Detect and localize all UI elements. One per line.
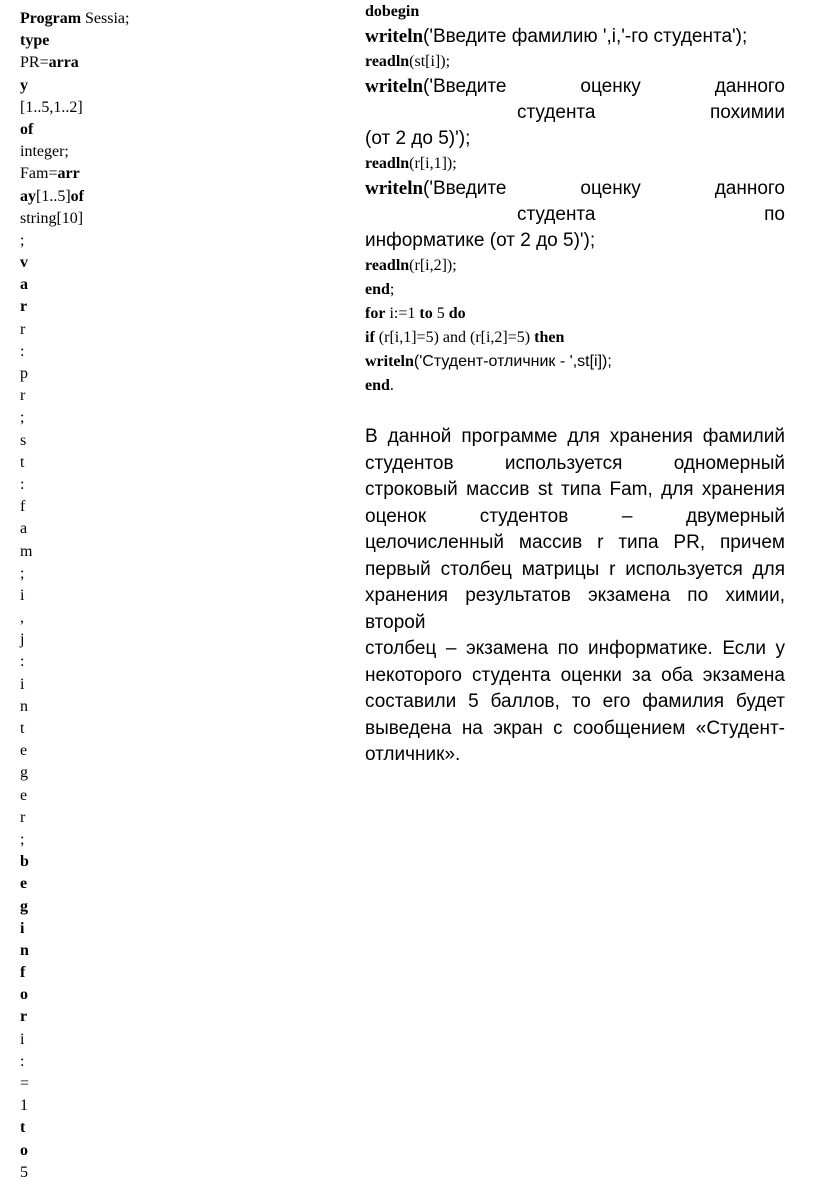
code-token: ; [20, 409, 25, 427]
code-token: string[10] [20, 209, 84, 227]
code-line-for: for i:=1 to 5 do [365, 305, 466, 322]
code-line-writeln-surname: writeln('Введите фамилию ',i,'-го студента'); [365, 26, 748, 47]
code-token: t [20, 1119, 26, 1137]
code-token: 5 [20, 1163, 28, 1181]
left-code-line [20, 52, 130, 74]
left-code-line [20, 984, 130, 1006]
code-token: : [20, 653, 25, 671]
code-line-writeln-chem-1: writeln('Введите оценку данного [365, 76, 785, 97]
code-token: t [20, 453, 25, 471]
left-code-line [20, 119, 130, 141]
left-code-line [20, 896, 130, 918]
left-code-line [20, 1051, 130, 1073]
left-code-line [20, 274, 130, 296]
code-line-if: if (r[i,1]=5) and (r[i,2]=5) then [365, 329, 565, 346]
left-code-line [20, 518, 130, 540]
left-code-line [20, 740, 130, 762]
left-code-line [20, 1140, 130, 1162]
code-token: : [20, 342, 25, 360]
left-code-line [20, 97, 130, 119]
left-code-line [20, 541, 130, 563]
left-code-line [20, 252, 130, 274]
left-code-line [20, 1117, 130, 1139]
code-token: [1..5] [36, 187, 71, 205]
code-line-writeln-inf-1: writeln('Введите оценку данного [365, 178, 785, 199]
code-line-writeln-result: writeln('Студент-отличник - ',st[i]); [365, 353, 612, 370]
code-token: r [20, 387, 26, 405]
code-token: g [20, 897, 28, 915]
code-token: of [70, 187, 84, 205]
code-token: of [20, 120, 34, 138]
paragraph-line: первый столбец матрицы r используется для [365, 558, 785, 580]
code-line-writeln-chem-3: (от 2 до 5)'); [365, 128, 471, 149]
code-token: p [20, 365, 28, 382]
left-code-line [20, 1095, 130, 1117]
left-code-line [20, 75, 130, 97]
left-code-column [20, 8, 130, 1184]
left-code-line [20, 785, 130, 807]
left-code-line [20, 829, 130, 851]
left-code-line [20, 496, 130, 518]
left-code-line [20, 474, 130, 496]
left-code-line [20, 230, 130, 252]
left-code-line [20, 918, 130, 940]
paragraph-line: строковый массив st типа Fam, для хранения [365, 479, 785, 500]
code-token: Sessia; [81, 10, 130, 27]
paragraph-line: целочисленный массив r типа PR, причем [365, 532, 785, 553]
code-token: ; [20, 564, 25, 582]
left-code-line [20, 341, 130, 363]
left-code-line [20, 563, 130, 585]
code-token: type [20, 32, 50, 50]
left-code-line [20, 718, 130, 740]
code-token: arra [48, 54, 79, 72]
left-code-line [20, 651, 130, 673]
left-code-line [20, 363, 130, 385]
code-token: i [20, 919, 25, 937]
code-line-end: end; [365, 281, 395, 298]
code-token: e [20, 742, 28, 760]
code-token: Program [20, 10, 82, 27]
code-token: [1..5,1..2] [20, 98, 83, 116]
code-token: i [20, 675, 25, 693]
left-code-line [20, 430, 130, 452]
code-line-writeln-inf-3: информатике (от 2 до 5)'); [365, 230, 596, 251]
left-code-line [20, 1162, 130, 1184]
code-line-writeln-inf-2: студента по [517, 204, 785, 225]
code-token: f [20, 498, 26, 516]
code-token: r [20, 808, 26, 826]
code-token: PR= [20, 54, 49, 72]
paragraph-line: В данной программе для хранения фамилий [365, 426, 785, 447]
code-token: i [20, 586, 25, 604]
code-token: g [20, 764, 28, 782]
left-code-line [20, 141, 130, 163]
paragraph-line: некоторого студента оценки за оба экзамена [365, 664, 785, 686]
left-code-line [20, 807, 130, 829]
left-code-line [20, 208, 130, 230]
code-token: n [20, 697, 28, 715]
code-token: i [20, 1030, 25, 1048]
code-token: n [20, 941, 29, 959]
paragraph-line: хранения результатов экзамена по химии, [365, 585, 785, 606]
code-token: b [20, 853, 29, 871]
left-code-line [20, 163, 130, 185]
right-column [365, 0, 785, 769]
code-line-readln-r1: readln(r[i,1]); [365, 155, 457, 172]
paragraph-line: отличник». [365, 744, 461, 765]
code-token: r [20, 1008, 28, 1026]
paragraph-line: выведена на экран с сообщением «Студент- [365, 717, 785, 739]
left-code-line [20, 1029, 130, 1051]
left-code-line [20, 585, 130, 607]
code-token: r [20, 298, 28, 316]
paragraph-line: составили 5 баллов, то его фамилия будет [365, 691, 785, 712]
code-token: v [20, 254, 28, 272]
paragraph-line: оценок студентов – двумерный [365, 505, 785, 527]
left-code-line [20, 629, 130, 651]
code-line-readln-r2: readln(r[i,2]); [365, 257, 457, 274]
code-line-writeln-chem-2: студента похимии [517, 102, 785, 123]
code-token: e [20, 875, 28, 893]
code-token: r [20, 320, 26, 338]
left-code-line [20, 30, 130, 52]
code-token: s [20, 431, 27, 449]
paragraph-line: столбец – экзамена по информатике. Если у [365, 638, 785, 659]
code-token: : [20, 475, 25, 493]
left-code-line [20, 962, 130, 984]
left-code-line [20, 1073, 130, 1095]
code-token: o [20, 1141, 28, 1159]
code-token: , [20, 609, 24, 627]
left-code-line [20, 674, 130, 696]
code-token: = [20, 1075, 30, 1092]
left-code-line [20, 452, 130, 474]
code-token: o [20, 986, 28, 1004]
code-token: integer; [20, 143, 69, 161]
left-code-line [20, 186, 130, 208]
left-code-line [20, 1006, 130, 1028]
code-token: ; [20, 830, 25, 848]
code-token: 1 [20, 1097, 28, 1115]
code-token: : [20, 1052, 25, 1070]
left-code-line [20, 319, 130, 341]
explanation-paragraph [365, 424, 785, 769]
code-line-dobegin: dobegin [365, 3, 420, 20]
code-token: ; [20, 231, 25, 249]
left-code-line [20, 607, 130, 629]
code-token: a [20, 520, 28, 538]
code-token: j [20, 631, 25, 649]
left-code-line [20, 873, 130, 895]
left-code-line [20, 407, 130, 429]
code-token: Fam= [20, 165, 58, 183]
code-line-readln-st: readln(st[i]); [365, 53, 451, 70]
code-token: t [20, 720, 25, 737]
code-line-end-dot: end. [365, 377, 394, 394]
code-token: f [20, 964, 26, 982]
left-code-line [20, 296, 130, 318]
left-code-line [20, 851, 130, 873]
code-token: a [20, 276, 28, 294]
code-token: y [20, 76, 28, 94]
left-code-line [20, 385, 130, 407]
left-code-line [20, 940, 130, 962]
paragraph-line: студентов используется одномерный [365, 452, 785, 474]
code-token: arr [57, 165, 80, 183]
left-code-line [20, 696, 130, 718]
left-code-line [20, 8, 130, 30]
code-token: m [20, 542, 33, 560]
code-token: ay [20, 187, 36, 205]
paragraph-line: второй [365, 611, 426, 633]
left-code-line [20, 762, 130, 784]
code-token: e [20, 786, 28, 804]
